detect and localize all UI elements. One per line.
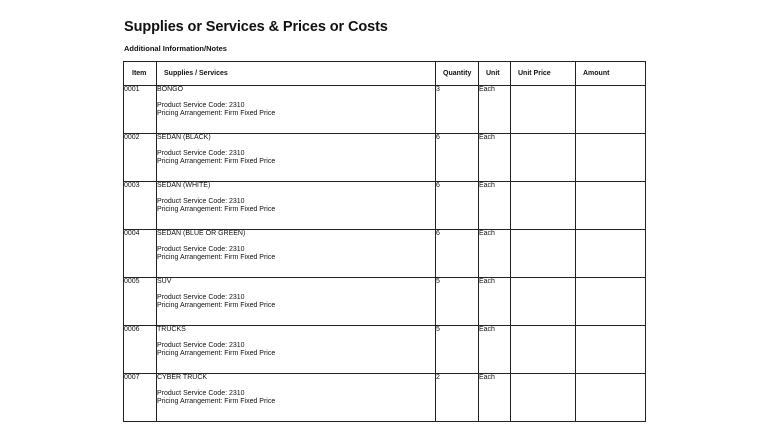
header-supplies-services: Supplies / Services [157, 62, 436, 86]
supply-name: SEDAN (WHITE) [157, 182, 211, 189]
page-title: Supplies or Services & Prices or Costs [124, 19, 388, 35]
product-service-code: Product Service Code: 2310 [157, 341, 245, 349]
item-number: 0002 [124, 134, 157, 182]
supplies-description [157, 278, 436, 326]
supplies-description [157, 134, 436, 182]
supplies-description [157, 374, 436, 422]
amount-cell [576, 182, 646, 230]
supplies-description [157, 326, 436, 374]
pricing-arrangement: Pricing Arrangement: Firm Fixed Price [157, 206, 276, 214]
amount-cell [576, 278, 646, 326]
product-service-code: Product Service Code: 2310 [157, 245, 245, 253]
quantity-cell: 5 [436, 278, 479, 326]
unit-price-cell [511, 278, 576, 326]
quantity-cell: 6 [436, 182, 479, 230]
unit-price-cell [511, 86, 576, 134]
unit-price-cell [511, 182, 576, 230]
quantity-cell: 6 [436, 230, 479, 278]
product-service-code: Product Service Code: 2310 [157, 197, 245, 205]
unit-price-cell [511, 230, 576, 278]
pricing-arrangement: Pricing Arrangement: Firm Fixed Price [157, 350, 276, 358]
supply-name: TRUCKS [157, 326, 186, 333]
table-row [124, 86, 646, 134]
unit-cell: Each [479, 326, 511, 374]
unit-cell: Each [479, 182, 511, 230]
header-quantity: Quantity [436, 62, 479, 86]
product-service-code: Product Service Code: 2310 [157, 101, 245, 109]
additional-info-label: Additional Information/Notes [124, 44, 227, 53]
header-unit-price: Unit Price [511, 62, 576, 86]
table-row [124, 278, 646, 326]
header-item: Item [124, 62, 157, 86]
supply-name: SUV [157, 278, 172, 285]
amount-cell [576, 230, 646, 278]
supplies-description [157, 182, 436, 230]
amount-cell [576, 326, 646, 374]
pricing-arrangement: Pricing Arrangement: Firm Fixed Price [157, 302, 276, 310]
unit-price-cell [511, 326, 576, 374]
supplies-description [157, 86, 436, 134]
item-number: 0001 [124, 86, 157, 134]
supply-name: SEDAN (BLACK) [157, 134, 211, 141]
item-number: 0004 [124, 230, 157, 278]
supply-name: CYBER TRUCK [157, 374, 208, 381]
item-number: 0007 [124, 374, 157, 422]
pricing-arrangement: Pricing Arrangement: Firm Fixed Price [157, 110, 276, 118]
unit-price-cell [511, 134, 576, 182]
item-number: 0005 [124, 278, 157, 326]
quantity-cell: 3 [436, 86, 479, 134]
amount-cell [576, 134, 646, 182]
supply-name: BONGO [157, 86, 184, 93]
quantity-cell: 5 [436, 326, 479, 374]
product-service-code: Product Service Code: 2310 [157, 389, 245, 397]
pricing-arrangement: Pricing Arrangement: Firm Fixed Price [157, 158, 276, 166]
supplies-table [123, 61, 646, 422]
unit-cell: Each [479, 134, 511, 182]
quantity-cell: 2 [436, 374, 479, 422]
item-number: 0003 [124, 182, 157, 230]
table-row [124, 182, 646, 230]
header-amount: Amount [576, 62, 646, 86]
product-service-code: Product Service Code: 2310 [157, 149, 245, 157]
product-service-code: Product Service Code: 2310 [157, 293, 245, 301]
unit-cell: Each [479, 86, 511, 134]
table-row [124, 374, 646, 422]
table-header-row [124, 62, 646, 86]
header-unit: Unit [479, 62, 511, 86]
table-row [124, 230, 646, 278]
amount-cell [576, 374, 646, 422]
unit-price-cell [511, 374, 576, 422]
item-number: 0006 [124, 326, 157, 374]
unit-cell: Each [479, 230, 511, 278]
supplies-description [157, 230, 436, 278]
unit-cell: Each [479, 278, 511, 326]
table-row [124, 134, 646, 182]
amount-cell [576, 86, 646, 134]
quantity-cell: 6 [436, 134, 479, 182]
pricing-arrangement: Pricing Arrangement: Firm Fixed Price [157, 254, 276, 262]
unit-cell: Each [479, 374, 511, 422]
table-row [124, 326, 646, 374]
supply-name: SEDAN (BLUE OR GREEN) [157, 230, 246, 237]
pricing-arrangement: Pricing Arrangement: Firm Fixed Price [157, 398, 276, 406]
